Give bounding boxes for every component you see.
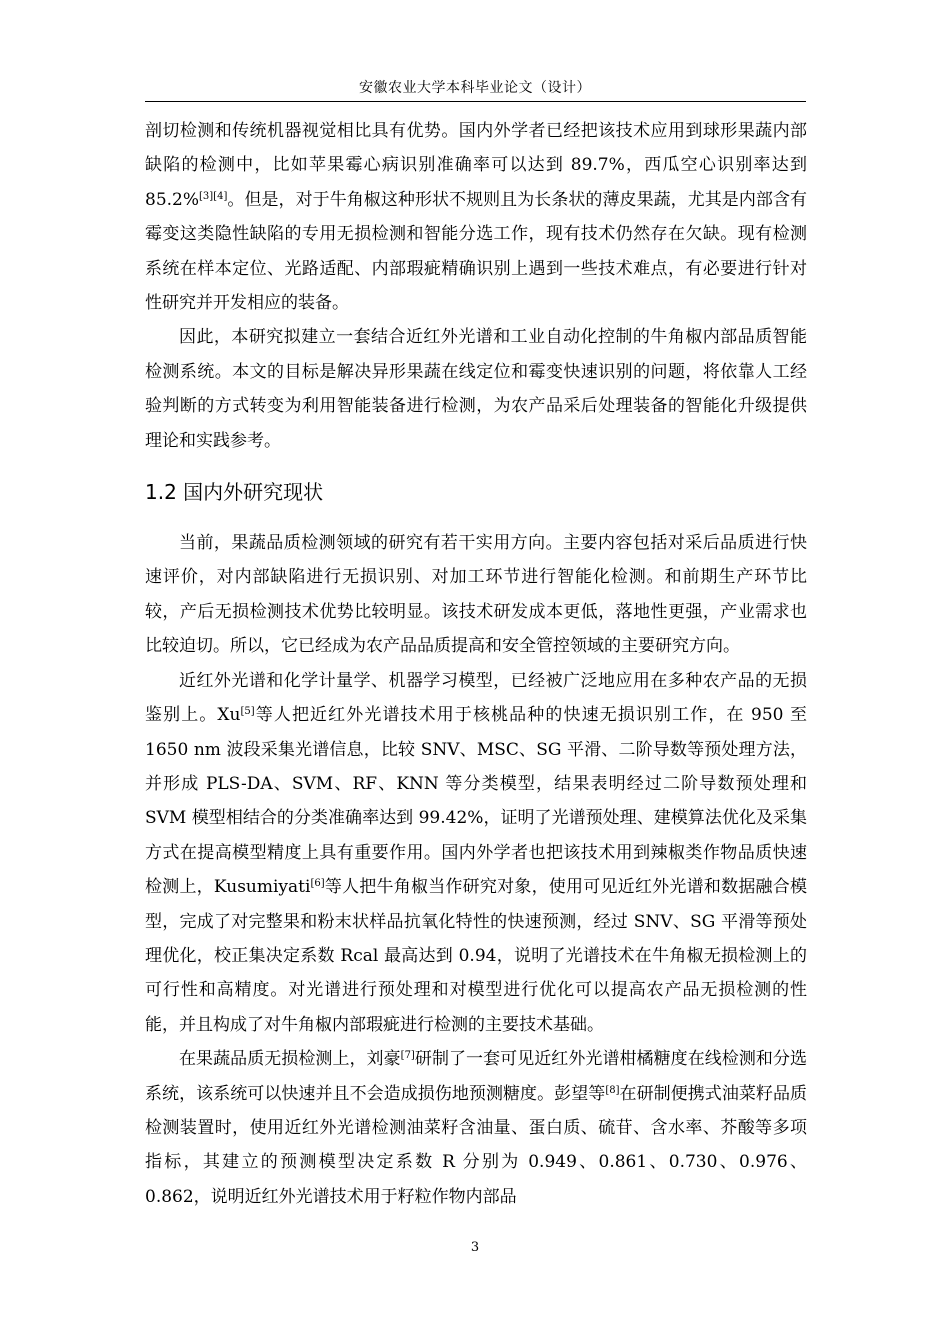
citation: [3][4]	[199, 190, 228, 202]
paragraph-text: 等人把近红外光谱技术用于核桃品种的快速无损识别工作，在 950 至 1650 nm 波段采集光谱信息，比较 SNV、MSC、SG 平滑、二阶导数等预处理方法，并形成 PLS-DA、SVM、RF、KNN 等分类模型，结果表明经过二阶导数预处理和 SVM 模型相结合的分类准确率达到 99.42%，证明了光谱预处理、建模算法优化及采集方式在提高模型精度上具有重要作用。国内外学者也把该技术用到辣椒类作物品质快速检测上，Kusumiyati	[145, 705, 807, 898]
paragraph-text: 因此，本研究拟建立一套结合近红外光谱和工业自动化控制的牛角椒内部品质智能检测系统。本文的目标是解决异形果蔬在线定位和霉变快速识别的问题，将依靠人工经验判断的方式转变为利用智能装备进行检测，为农产品采后处理装备的智能化升级提供理论和实践参考。	[145, 327, 807, 451]
paragraph-text: 近红外光谱和化学计量学、机器学习模型，已经被广泛地应用在多种农产品的无损鉴别上。Xu	[145, 670, 807, 726]
citation: [6]	[310, 878, 325, 890]
citation: [7]	[400, 1050, 415, 1062]
paragraph-text: 在果蔬品质无损检测上，刘豪	[179, 1049, 401, 1070]
paragraph-nir-applications	[145, 664, 807, 1042]
paragraph-current-research	[145, 526, 807, 664]
paragraph-text: 研制了一套可见近红外光谱柑橘糖度在线检测和分选系统，该系统可以快速并且不会造成损伤地预测糖度。彭望等	[145, 1049, 808, 1104]
section-heading: 1.2 国内外研究现状	[145, 480, 324, 505]
paragraph-text: 在研制便携式油菜籽品质检测装置时，使用近红外光谱检测油菜籽含油量、蛋白质、硫苷、含水率、芥酸等多项指标，其建立的预测模型决定系数 R 分别为 0.949、0.861、0.730、0.976、0.862，说明近红外光谱技术用于籽粒作物内部品	[145, 1083, 808, 1207]
paragraph-text: 剖切检测和传统机器视觉相比具有优势。国内外学者已经把该技术应用到球形果蔬内部缺陷的检测中，比如苹果霉心病识别准确率可以达到 89.7%，西瓜空心识别率达到 85.2%	[145, 121, 807, 210]
paragraph-research-aim	[145, 320, 807, 458]
running-header: 安徽农业大学本科毕业论文（设计）	[359, 80, 591, 96]
paragraph-text: 等人把牛角椒当作研究对象，使用可见近红外光谱和数据融合模型，完成了对完整果和粉末状样品抗氧化特性的快速预测，经过 SNV、SG 平滑等预处理优化，校正集决定系数 Rcal 最高达到 0.94，说明了光谱技术在牛角椒无损检测上的可行性和高精度。对光谱进行预处理和对模型进行优化可以提高农产品无损检测的性能，并且构成了对牛角椒内部瑕疵进行检测的主要技术基础。	[145, 877, 808, 1035]
paragraph-text: 当前，果蔬品质检测领域的研究有若干实用方向。主要内容包括对采后品质进行快速评价，对内部缺陷进行无损识别、对加工环节进行智能化检测。和前期生产环节比较，产后无损检测技术优势比较明显。该技术研发成本更低，落地性更强，产业需求也比较迫切。所以，它已经成为农产品品质提高和安全管控领域的主要研究方向。	[145, 533, 807, 657]
paragraph-quality-detection	[145, 1042, 807, 1214]
citation: [5]	[240, 706, 255, 718]
citation: [8]	[605, 1084, 620, 1096]
paragraph-text: 。但是，对于牛角椒这种形状不规则且为长条状的薄皮果蔬，尤其是内部含有霉变这类隐性缺陷的专用无损检测和智能分选工作，现有技术仍然存在欠缺。现有检测系统在样本定位、光路适配、内部瑕疵精确识别上遇到一些技术难点，有必要进行针对性研究并开发相应的装备。	[145, 189, 807, 314]
body-text	[145, 114, 807, 1214]
paragraph-continued	[145, 114, 807, 320]
page-number: 3	[470, 1240, 480, 1255]
header-rule	[145, 101, 806, 102]
